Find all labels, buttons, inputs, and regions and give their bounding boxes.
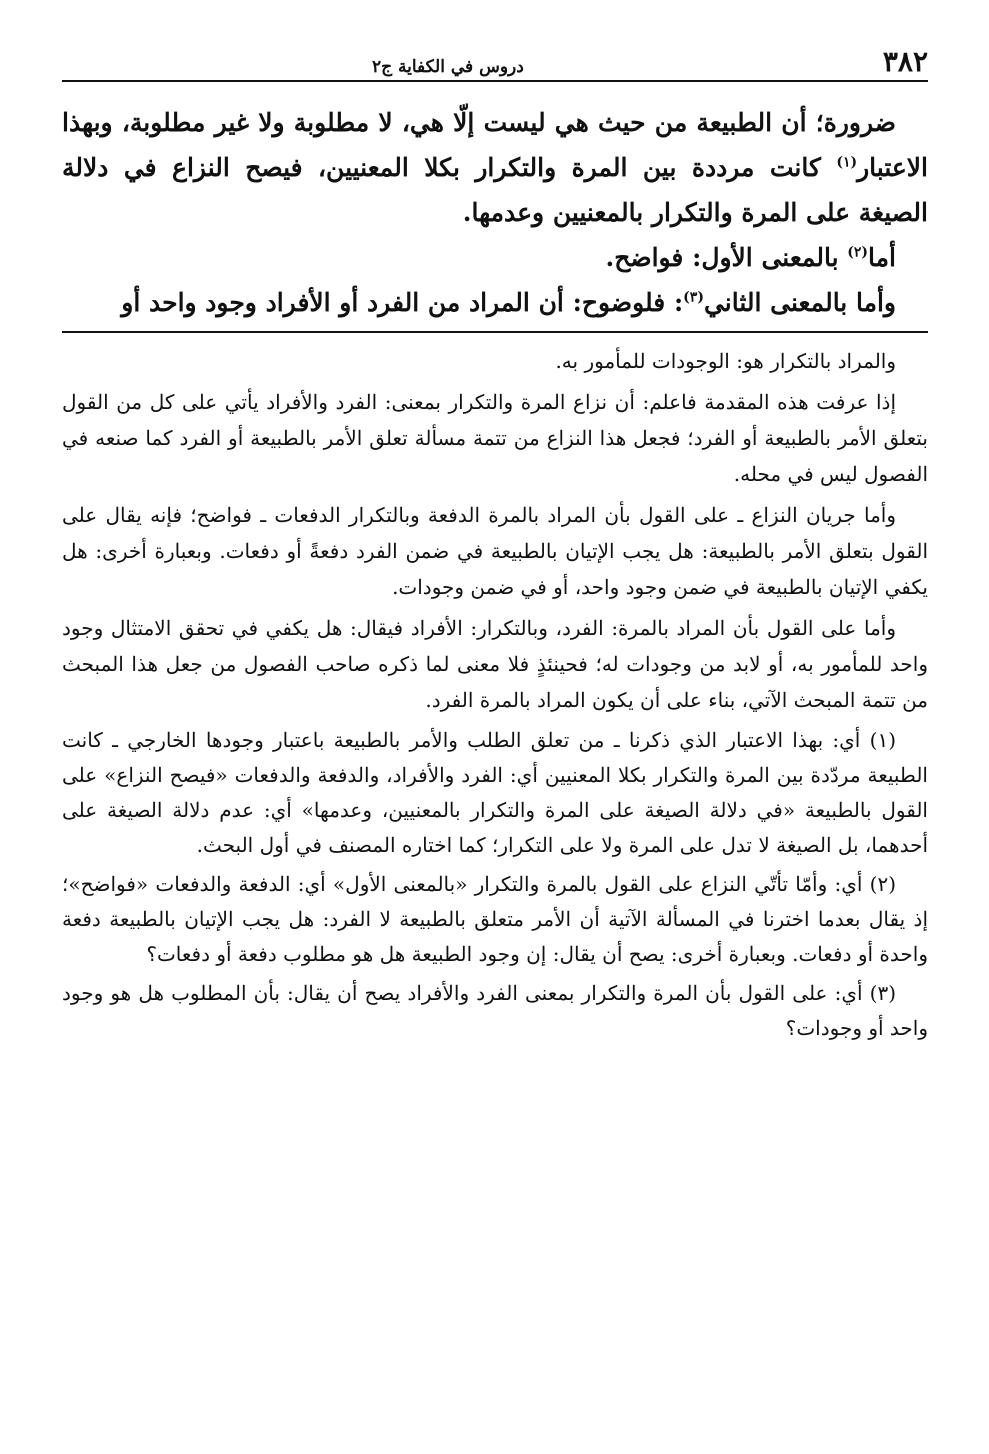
footnote-ref-3: (٣) <box>683 289 704 306</box>
main-paragraph-1-text-a: ضرورة؛ أن الطبيعة من حيث هي ليست إلّا هي، لا مطلوبة ولا غير مطلوبة، وبهذا الاعتبار <box>62 108 928 182</box>
main-paragraph-2 <box>62 235 928 280</box>
main-paragraph-2-text-a: أما <box>868 243 896 272</box>
footnote-1: (١) أي: بهذا الاعتبار الذي ذكرنا ـ من تعلق الطلب والأمر بالطبيعة باعتبار وجودها الخارجي ـ كانت الطبيعة مردّدة بين المرة والتكرار بكلا المعنيين أي: الفرد والأفراد، والدفعة والدفعات «فيصح النزاع» على القول بالطبيعة «في دلالة الصيغة على المرة والتكرار بالمعنيين، وعدمها» أي: عدم دلالة الصيغة على أحدهما، بل الصيغة لا تدل على المرة ولا على التكرار؛ كما اختاره المصنف في أول البحث. <box>62 728 928 857</box>
footnotes <box>62 723 928 1046</box>
commentary-paragraph: إذا عرفت هذه المقدمة فاعلم: أن نزاع المرة والتكرار بمعنى: الفرد والأفراد يأتي على كل من القول بتعلق الأمر بالطبيعة أو الفرد؛ فجعل هذا النزاع من تتمة مسألة تعلق الأمر بالطبيعة أو الفرد كما صنعه في الفصول ليس في محله. <box>62 390 928 486</box>
main-text <box>62 100 928 325</box>
main-paragraph-3-text-a: وأما بالمعنى الثاني <box>703 288 896 317</box>
commentary-paragraph: وأما جريان النزاع ـ على القول بأن المراد بالمرة الدفعة وبالتكرار الدفعات ـ فواضح؛ فإنه يقال على القول بتعلق الأمر بالطبيعة: هل يجب الإتيان بالطبيعة في ضمن الفرد دفعةً أو دفعات. وبعبارة أخرى: هل يكفي الإتيان بالطبيعة في ضمن وجود واحد، أو في ضمن وجودات. <box>62 503 928 599</box>
footnote-3: (٣) أي: على القول بأن المرة والتكرار بمعنى الفرد والأفراد يصح أن يقال: بأن المطلوب هل هو وجود واحد أو وجودات؟ <box>62 981 928 1040</box>
footnote-ref-2: (٢) <box>847 244 869 261</box>
commentary-paragraph: والمراد بالتكرار هو: الوجودات للمأمور به. <box>555 349 896 373</box>
main-paragraph-1 <box>62 100 928 235</box>
commentary-paragraph: وأما على القول بأن المراد بالمرة: الفرد، وبالتكرار: الأفراد فيقال: هل يكفي في تحقق الامتثال وجود واحد للمأمور به، أو لابد من وجودات له؛ فحينئذٍ فلا معنى لما ذكره صاحب الفصول من جعل هذا المبحث من تتمة المبحث الآتي، بناء على أن يكون المراد بالمرة الفرد. <box>62 616 928 712</box>
running-title: دروس في الكفاية ج٢ <box>372 57 524 77</box>
footnote-2: (٢) أي: وأمّا تأتّي النزاع على القول بالمرة والتكرار «بالمعنى الأول» أي: الدفعة والدفعات «فواضح»؛ إذ يقال بعدما اخترنا في المسألة الآتية أن الأمر متعلق بالطبيعة لا الفرد: هل يجب الإتيان بالطبيعة دفعة واحدة أو دفعات. وبعبارة أخرى: يصح أن يقال: إن وجود الطبيعة هل هو مطلوب دفعة أو دفعات؟ <box>62 872 928 966</box>
footnote-ref-1: (١) <box>836 154 858 171</box>
main-paragraph-3 <box>62 280 928 325</box>
book-page <box>62 40 928 1050</box>
main-paragraph-1-text-b: كانت مرددة بين المرة والتكرار بكلا المعنيين، فيصح النزاع في دلالة الصيغة على المرة والتكرار بالمعنيين وعدمها. <box>62 153 928 227</box>
commentary-separator <box>62 331 928 333</box>
page-number: ٣٨٢ <box>882 45 928 78</box>
main-paragraph-3-text-b: : فلوضوح: أن المراد من الفرد أو الأفراد وجود واحد أو <box>121 288 684 317</box>
commentary-text <box>62 343 928 718</box>
page-header <box>62 40 928 82</box>
main-paragraph-2-text-b: بالمعنى الأول: فواضح. <box>605 243 848 272</box>
